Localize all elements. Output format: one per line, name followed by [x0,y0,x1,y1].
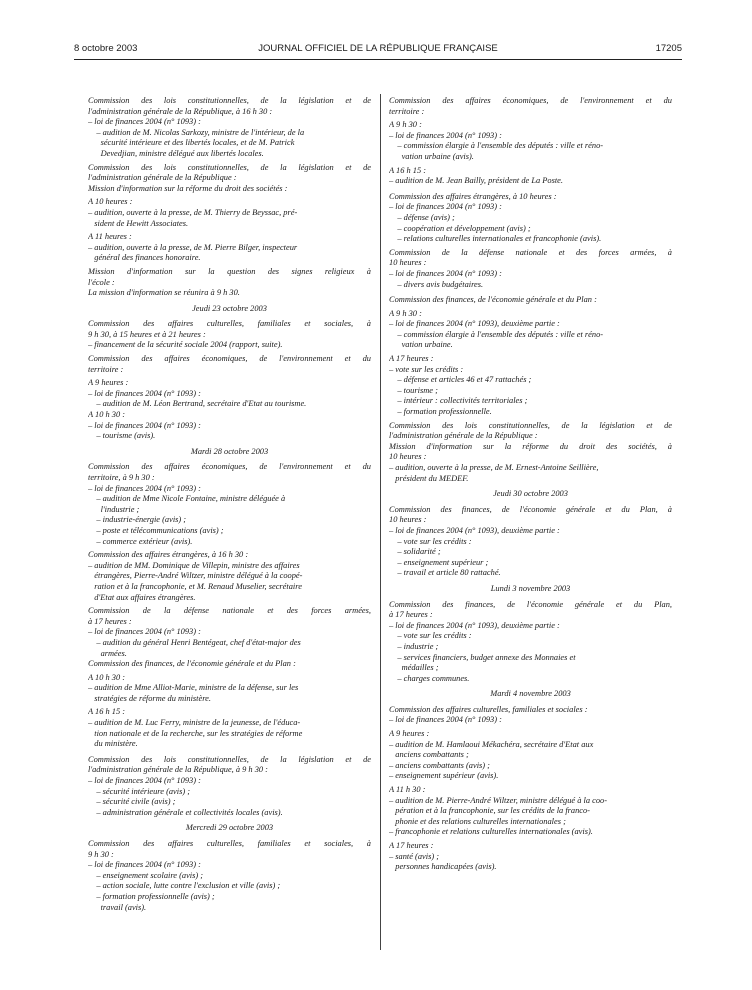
text-line: 10 heures : [389,258,427,268]
text-line: – formation professionnelle (avis) ; [88,891,215,901]
text-line: territoire : [88,364,124,374]
text-line: 9 h 30 : [88,849,114,859]
text-line: – financement de la sécurité sociale 2004 (rapport, suite). [88,340,283,350]
text-line: – loi de finances 2004 (n° 1093), deuxième partie : [389,620,560,630]
text-line: – tourisme (avis). [88,431,156,441]
text-line: Commission des affaires culturelles, familiales et sociales, à [88,319,371,329]
text-line: Mission d'information sur la question des signes religieux à [88,266,371,276]
text-line: – solidarité ; [389,547,441,557]
text-line: – audition de M. Jean Bailly, président de La Poste. [389,176,563,186]
text-line: à 17 heures : [88,616,132,626]
text-line: Commission des affaires culturelles, familiales et sociales, à [88,839,371,848]
text-line: – loi de finances 2004 (n° 1093) : [88,388,201,398]
text-line: Commission des lois constitutionnelles, de la législation et de [88,754,371,764]
day-heading: Jeudi 23 octobre 2003 [192,303,267,313]
text-line: – poste et télécommunications (avis) ; [88,525,224,535]
text-line: – audition de Mme Alliot-Marie, ministre de la défense, sur les [88,683,299,693]
text-line: – audition de M. Hamlaoui Mékachéra, secrétaire d'Etat aux [389,739,594,749]
text-line: l'école : [88,277,115,287]
text-line: armées. [88,648,127,658]
text-line: – tourisme ; [389,385,438,395]
text-line: A 10 h 30 : [88,672,126,682]
text-line: Commission de la défense nationale et des forces armées, à [389,247,672,257]
text-line: – charges communes. [389,673,470,683]
text-line: – francophonie et relations culturelles internationales (avis). [389,827,593,837]
text-line: La mission d'information se réunira à 9 h 30. [88,288,240,298]
text-line: du ministère. [88,739,138,749]
text-line: – audition de M. Pierre-André Wiltzer, ministre délégué à la coo- [389,795,608,805]
text-line: A 11 h 30 : [389,785,426,795]
text-line: – audition du général Henri Bentégeat, chef d'état-major des [88,637,301,647]
text-line: – commission élargie à l'ensemble des députés : ville et réno- [389,141,604,151]
column-divider [380,94,381,950]
text-line: – audition de M. Nicolas Sarkozy, ministre de l'intérieur, de la [88,127,305,137]
text-line: – sécurité intérieure (avis) ; [88,786,191,796]
text-line: – anciens combattants (avis) ; [389,760,490,770]
text-line: Commission des affaires culturelles, familiales et sociales : [389,704,588,714]
text-line: vation urbaine. [389,340,453,350]
text-line: – vote sur les crédits : [389,536,472,546]
text-line: – loi de finances 2004 (n° 1093) : [389,202,502,212]
text-line: Commission des finances, de l'économie générale et du Plan, [389,599,672,609]
text-line: 10 heures : [389,452,427,462]
text-line: – audition, ouverte à la presse, de M. Ernest-Antoine Seillière, [389,463,599,472]
text-line: – loi de finances 2004 (n° 1093), deuxième partie : [389,525,560,535]
text-line: A 11 heures : [88,232,132,242]
text-line: – coopération et développement (avis) ; [389,223,531,233]
text-line: ration et à la francophonie, et M. Renaud Muselier, secrétaire [88,581,302,591]
text-line: A 10 heures : [88,197,133,207]
text-line: à 17 heures : [389,610,433,620]
text-line: – audition, ouverte à la presse, de M. Pierre Bilger, inspecteur [88,242,298,252]
text-line: – loi de finances 2004 (n° 1093), deuxième partie : [389,319,560,329]
text-line: Commission des affaires étrangères, à 10 heures : [389,191,557,201]
text-line: – loi de finances 2004 (n° 1093) : [389,715,502,725]
text-line: Commission des affaires économiques, de l'environnement et du [88,462,371,472]
text-line: – vote sur les crédits : [389,364,464,374]
text-line: – commission élargie à l'ensemble des députés : ville et réno- [389,329,604,339]
text-line: A 9 heures : [389,729,430,739]
text-line: – industrie-énergie (avis) ; [88,515,187,525]
text-line: – vote sur les crédits : [389,631,472,641]
text-line: général des finances honoraire. [88,253,201,263]
text-line: A 16 h 15 : [389,165,427,175]
text-line: 9 h 30, à 15 heures et à 21 heures : [88,329,206,339]
text-line: Mission d'information sur la réforme du droit des sociétés : [88,183,288,193]
day-heading: Jeudi 30 octobre 2003 [493,489,568,499]
text-line: Commission des finances, de l'économie générale et du Plan : [389,295,597,305]
text-line: – loi de finances 2004 (n° 1093) : [88,483,201,493]
text-line: – formation professionnelle. [389,407,492,417]
text-line: – divers avis budgétaires. [389,279,484,289]
text-line: l'administration générale de la République, à 16 h 30 : [88,106,273,116]
text-line: – loi de finances 2004 (n° 1093) : [88,860,201,870]
text-line: phonie et des relations culturelles internationales ; [389,816,566,826]
text-line: – loi de finances 2004 (n° 1093) : [88,776,201,786]
text-line: A 9 h 30 : [389,120,422,130]
text-line: – loi de finances 2004 (n° 1093) : [389,268,502,278]
text-line: – enseignement supérieur (avis). [389,771,499,781]
text-line: Commission des lois constitutionnelles, de la législation et de [88,96,371,105]
text-line: stratégies de réforme du ministère. [88,693,211,703]
header-date: 8 octobre 2003 [74,43,138,54]
text-line: personnes handicapées (avis). [389,862,497,872]
text-line: étrangères, Pierre-André Wiltzer, ministre délégué à la coopé- [88,571,303,581]
text-line: sident de Hewitt Associates. [88,218,189,228]
text-line: l'administration générale de la République, à 9 h 30 : [88,765,268,775]
text-line: – défense (avis) ; [389,212,455,222]
left-column [88,96,371,913]
text-line: Commission des finances, de l'économie générale et du Plan, à [389,504,672,514]
text-line: – services financiers, budget annexe des Monnaies et [389,652,576,662]
text-line: A 9 heures : [88,378,129,388]
text-line: – audition de M. Léon Bertrand, secrétaire d'Etat au tourisme. [88,399,307,409]
text-line: l'industrie ; [88,504,140,514]
text-line: – audition de M. Luc Ferry, ministre de la jeunesse, de l'éduca- [88,718,301,728]
text-line: A 16 h 15 : [88,707,126,717]
text-line: – loi de finances 2004 (n° 1093) : [88,627,201,637]
text-line: – relations culturelles internationales et francophonie (avis). [389,234,602,244]
text-line: Commission des affaires économiques, de l'environnement et du [389,96,672,105]
text-line: A 10 h 30 : [88,410,126,420]
text-line: tion nationale et de la recherche, sur les stratégies de réforme [88,728,303,738]
text-line: territoire, à 9 h 30 : [88,473,155,482]
text-line: – enseignement scolaire (avis) ; [88,870,204,880]
text-line: – audition de MM. Dominique de Villepin, ministre des affaires [88,560,300,570]
text-line: – audition de Mme Nicole Fontaine, ministre déléguée à [88,494,286,504]
text-line: Commission des lois constitutionnelles, de la législation et de [88,162,371,172]
text-line: A 9 h 30 : [389,308,422,318]
day-heading: Mardi 4 novembre 2003 [490,689,571,699]
day-heading: Mardi 28 octobre 2003 [190,446,269,456]
text-line: président du MEDEF. [389,473,469,483]
text-line: travail (avis). [88,902,147,912]
text-line: Commission des lois constitutionnelles, de la législation et de [389,420,672,430]
text-line: – intérieur : collectivités territoriales ; [389,396,528,406]
header-page-number: 17205 [655,43,682,54]
text-line: – défense et articles 46 et 47 rattachés ; [389,375,532,385]
text-line: Commission de la défense nationale et des forces armées, [88,606,371,616]
header-title: JOURNAL OFFICIEL DE LA RÉPUBLIQUE FRANÇAISE [258,43,498,54]
text-line: l'administration générale de la République : [389,431,538,441]
text-line: pération et à la francophonie, sur les crédits de la franco- [389,806,590,816]
text-line: – commerce extérieur (avis). [88,536,193,546]
text-line: A 17 heures : [389,841,434,850]
text-line: territoire : [389,106,425,116]
text-line: – loi de finances 2004 (n° 1093) : [88,117,201,127]
text-line: – action sociale, lutte contre l'exclusion et ville (avis) ; [88,881,281,891]
header-rule [74,59,682,60]
day-heading: Mercredi 29 octobre 2003 [185,823,274,833]
text-line: – loi de finances 2004 (n° 1093) : [389,130,502,140]
text-line: – santé (avis) ; [389,851,440,861]
text-line: Devedjian, ministre délégué aux libertés locales. [88,148,264,158]
text-line: – travail et article 80 rattaché. [389,568,501,578]
text-line: vation urbaine (avis). [389,151,474,161]
text-line: – sécurité civile (avis) ; [88,797,176,807]
text-line: – loi de finances 2004 (n° 1093) : [88,420,201,430]
text-line: A 17 heures : [389,354,434,364]
page-header [74,43,682,57]
text-line: sécurité intérieure et des libertés locales, et de M. Patrick [88,138,295,148]
text-line: médailles ; [389,663,439,673]
right-column [389,96,672,873]
day-heading: Lundi 3 novembre 2003 [490,583,571,593]
text-line: Commission des affaires étrangères, à 16 h 30 : [88,550,249,560]
text-line: – enseignement supérieur ; [389,557,489,567]
text-line: Commission des affaires économiques, de l'environnement et du [88,354,371,364]
text-line: – industrie ; [389,641,439,651]
text-line: l'administration générale de la République : [88,173,237,183]
text-line: – audition, ouverte à la presse, de M. Thierry de Beyssac, pré- [88,207,298,217]
text-line: d'Etat aux affaires étrangères. [88,592,196,602]
text-line: 10 heures : [389,515,427,525]
text-line: Commission des finances, de l'économie générale et du Plan : [88,659,296,669]
text-line: Mission d'information sur la réforme du droit des sociétés, à [389,441,672,451]
text-line: – administration générale et collectivités locales (avis). [88,807,283,817]
text-line: anciens combattants ; [389,750,469,760]
